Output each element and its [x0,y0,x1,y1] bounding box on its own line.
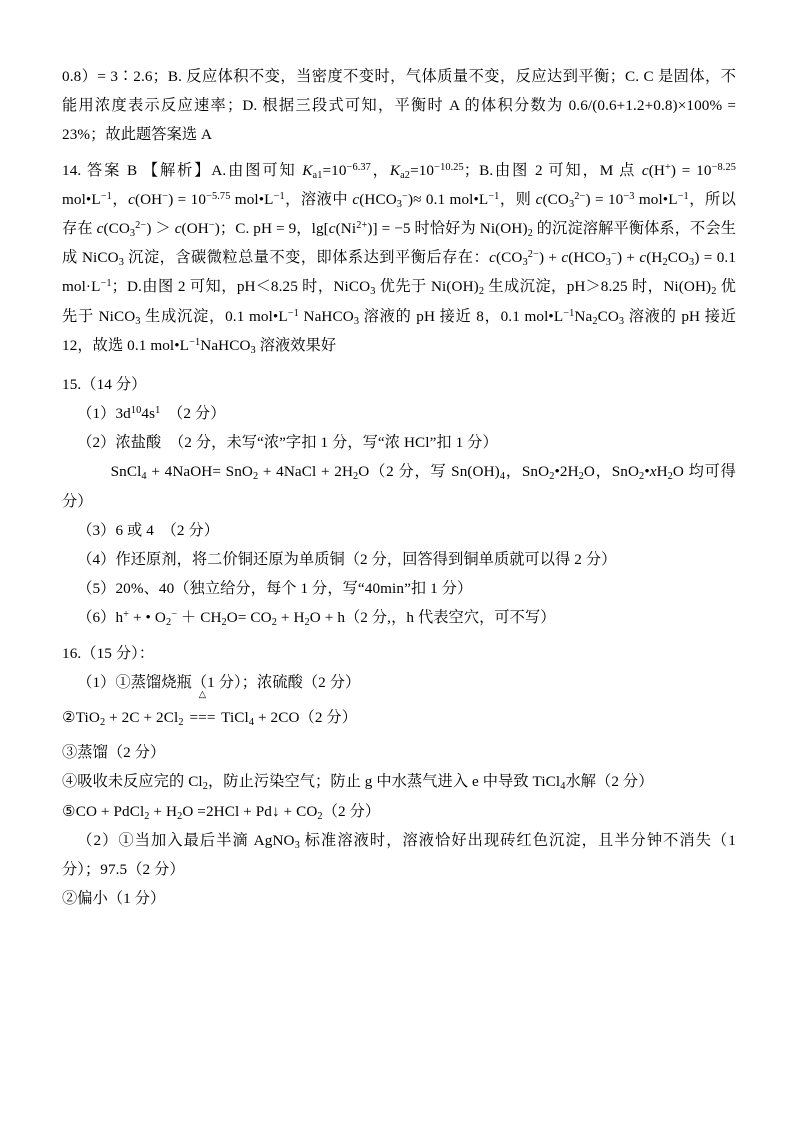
answer-16-2-1: （2）①当加入最后半滴 AgNO$_3$ 标准溶液时，溶液恰好出现砖红色沉淀，且半分钟不消失（1 分）；97.5（2 分） [62,831,736,878]
paragraph-13-continuation: 0.8）= 3∶2.6；B. 反应体积不变，当密度不变时，气体质量不变，反应达到平衡；C. C 是固体，不能用浓度表示反应速率；D. 根据三段式可知，平衡时 A 的体积分数为 0.6/(0.6+1.2+0.8)×100% = 23%；故此题答案选 A [62,68,736,144]
answer-16-1-3: ③蒸馏（2 分） [62,744,166,762]
answer-16-1-4: ④吸收未反应完的 $Cl_2$，防止污染空气；防止 g 中水蒸气进入 e 中导致 TiCl$_4$水解（2 分） [62,773,654,793]
answer-15-3: （3）6 或 4 （2 分） [77,521,220,539]
answer-15-2: （2）浓盐酸 （2 分，未写“浓”字扣 1 分，写“浓 HCl”扣 1 分） [77,434,498,452]
answer-15-2-equation: SnCl$_4$ + 4NaOH= SnO$_2$ + 4NaCl + $2H_2O(2$ 分，写 $Sn(OH)_4$，$SnO_2•2H_2O$，$SnO_2•xH_2O$ 均可得分） [62,463,736,510]
answer-15-5: （5）20%、40（独立给分，每个 1 分，写“40min”扣 1 分） [77,580,473,598]
answer-15-4: （4）作还原剂，将二价铜还原为单质铜（2 分，回答得到铜单质就可以得 2 分） [77,551,617,568]
heading-question-15: 15.（14 分） [62,375,147,393]
answer-16-1-1: （1）①蒸馏烧瓶（1 分）；浓硫酸（2 分） [77,673,361,691]
answer-15-1: $(1)3d^{10}4s^1$ （2 分） [77,405,226,423]
paragraph-question-14: 14. 答案 B 【解析】A.由图可知 $K_{a1}=10^{-6.37}$，$K_{a2}=10^{-10.25}$；B.由图 2 可知，M 点 $c(H^+) = 10^{-8.25}$ $mol•L^{-1}$，$c(OH^-) = 10^{-5.75}$ $mol•L^{-1}$，溶液中 $c(HCO_3^-)\approx 0.1$ $mol•L^{-1}$，则 $c(CO_3^{2-}) = 10^{-3}$ $mol•L^{-1}$，所以存在 $c(CO_3^{2-}) > c(OH^-)$；C. pH = 9，$\lg[c(Ni^{2+})] = -5$ 时恰好为 $Ni(OH)_2$ 的沉淀溶解平衡体系，不会生成 NiCO$_3$ 沉淀，含碳微粒总量不变，即体系达到平衡后存在：$c(CO_3^{2-}) + c(HCO_3^-) + c(H_2CO_3) = 0.1$ $mol\cdot L^{-1}$；D.由图 2 可知，pH＜8.25 时，NiCO$_3$ 优先于 $Ni(OH)_2$ 生成沉淀，pH＞8.25 时，$Ni(OH)_2$ 优先于 NiCO$_3$ 生成沉淀，0.1 $mol•L^{-1}$ NaHCO$_3$ 溶液的 pH 接近 8，0.1 $mol•L^{-1}Na_2CO_3$ 溶液的 pH 接近 12，故选 0.1 $mol•L^{-1}NaHCO_3$ 溶液效果好 [62,161,737,356]
answer-16-2-2: ②偏小（1 分） [62,890,166,908]
answer-15-6: （6）h+ + • $O_2^- + CH_2O= CO_2 + H_2O + h(2$ 分,，h 代表空穴，可不写） [77,609,556,629]
answer-16-1-2: ②TiO$_2$ + $2C + 2Cl_2$ △ === TiCl$_4$ + 2CO（2 分） [62,689,357,728]
heading-question-16: 16.（15 分）： [62,644,155,662]
answer-16-1-5: ⑤CO + PdCl$_2$ + $H_2O =2HCl$ + Pd↓ + $CO_2(2$ 分） [62,802,381,822]
spacer [62,360,736,370]
